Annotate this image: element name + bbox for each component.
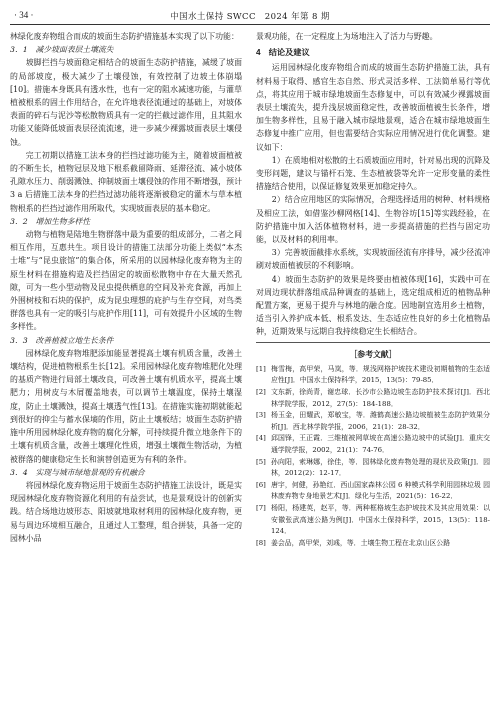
paragraph: 2）结合应用地区的实际情况，合理选择适用的树种、材料规格及相应工法，如借鉴沙柳网格[14]、生物谷坊[15]等实践经验，在防护措施中加入活体植物材料，进一步提高措施的拦挡与固定功能，以及材料的利用率。: [256, 195, 490, 245]
reference-list: [256, 364, 490, 550]
reference-number: [1]: [256, 364, 266, 373]
reference-text: 梅雪梅，高甲荣，马岚，等．规浅网格护坡技术建设初期植物的生态适应性[J]．中国水土保持科学，2015，13(5)：79-85．: [271, 364, 490, 385]
references-title: ［参考文献］: [349, 349, 397, 359]
reference-item: [256, 457, 490, 480]
reference-item: [256, 538, 490, 550]
right-column: [256, 30, 490, 549]
left-column: [10, 30, 242, 545]
paragraph: 将园林绿化废弃物运用于坡面生态防护措施工法设计，既是实现园林绿化废弃物资源化利用的有益尝试，也是景观设计的创新实践。结合场地边坡形态、阳坡就地取材利用的园林绿化废弃物，更易与周边环境相互融合，且通过人工整理，组合拼装，具备一定的园林小品: [10, 480, 242, 543]
reference-number: [4]: [256, 434, 266, 443]
reference-text: 姜会品，高甲荣，刘彧，等．土壤生物工程在北京山区公路: [271, 538, 451, 547]
section-heading-3-3: 3．3 改善植被立地生长条件: [10, 335, 114, 345]
paragraph: 4）坡面生态防护的效果是终要由植被体现[16]，实践中可在对周边现状群落组成品种调查的基础上，选定组成相近的植物品种配置方案，更易于提升与林地的融合度。因地制宜选用乡土植物，适当引入养护成本低、根系发达、生态适应性良好的乡土化植物品种，近期效果与远期自我持续稳定生长相结合。: [256, 274, 490, 337]
reference-text: 文东新，徐尚青，谢忠球．长沙市公路边坡生态防护技术探讨[J]．西北林学院学报，2012，27(5)：184-188．: [271, 388, 490, 408]
paragraph: 园林绿化废弃物堆肥添加能显著提高土壤有机质含量，改善土壤结构，促进植物根系生长[12]。采用园林绿化废弃物堆肥化处理的基质产物进行局部土壤改良，可改善土壤有机质水平，提高土壤肥力；用树皮与木屑覆盖地表，可以调节土壤温度，保持土壤湿度，防止土壤溅蚀，提高土壤透气性[13]。在措施实施初期就能起到很好的抑尘与蓄水保墒的作用，防止土壤板结；坡面生态防护措施中所用园林绿化废弃物的腐化分解，可持续提升微立地条件下的土壤有机质含量，改善土壤理化性质，增强土壤微生物活动，为植被群落的健康稳定生长和演替创造更为有利的条件。: [10, 348, 242, 464]
section-heading-4: 4 结论及建议: [256, 48, 310, 58]
section-heading-3-1: 3．1 减少坡面表层土壤流失: [10, 45, 114, 55]
header-rule: [10, 24, 490, 25]
paragraph: 3）完善坡面截排水系统，实现坡面径流有序排导，减少径流冲刷对坡面植被层的不利影响。: [256, 248, 490, 271]
reference-item: [256, 480, 490, 503]
section-heading-3-4: 3．4 实现与城市绿地景观的有机融合: [10, 467, 145, 477]
page-number: · 34 ·: [14, 10, 34, 20]
page-header: [0, 0, 500, 28]
reference-number: [7]: [256, 504, 266, 512]
reference-text: 邱国锋，王正霞．三维植被网草坡在高速公路边坡中的试验[J]．重庆交通学院学报，2002，21(1)：74-76．: [271, 434, 490, 455]
reference-number: [6]: [256, 480, 266, 489]
paragraph: 林绿化废弃物组合而成的坡面生态防护措施基本实现了以下功能：: [10, 32, 239, 41]
paragraph: 1）在质地相对松散的土石质坡面应用时，针对易出现的沉降及变形问题，建议与锚杆石笼、生态植被袋等允许一定形变量的柔性措施结合使用，以保证修复效果更加稳定持久。: [256, 155, 490, 192]
references-divider: [256, 342, 490, 343]
journal-title: 中国水土保持 SWCC 2024 年第 8 期: [170, 12, 330, 22]
reference-number: [2]: [256, 388, 266, 397]
reference-number: [3]: [256, 411, 266, 420]
reference-number: [8]: [256, 538, 266, 547]
reference-item: [256, 387, 490, 410]
reference-number: [5]: [256, 457, 266, 466]
paragraph: 完工初期以措施工法本身的拦挡过滤功能为主，随着坡面植被的不断生长，植物冠层及地下根系截留降雨、延滞径流、减小坡体孔隙水压力、削弱溅蚀、抑制坡面土壤侵蚀的作用不断增强，预计 3 a 后措施工法本身的拦挡过滤功能将逐渐被稳定的灌木与草本植物根系的拦挡过滤作用所取代，实现坡面表层的基本稳定。: [10, 150, 242, 213]
paragraph: 运用园林绿化废弃物组合而成的坡面生态防护措施工法，具有材料易于取得、感官生态自然、形式灵活多样、工法简单易行等优点，将其应用于城市绿地坡面生态修复中，可以有效减少裸露坡面表层土壤流失，提升浅层坡面稳定性，改善坡面植被生长条件，增加生物多样性，且易于融入城市绿地景观，适合在城市绿地坡面生态修复中推广应用，但也需要结合实际应用情况进行优化调整。建议如下：: [256, 63, 490, 152]
paragraph: 动物与植物是陆地生物群落中最为重要的组成部分，二者之间相互作用，互惠共生。项目设计的措施工法部分功能上类似“本杰士堆”与“昆虫旅馆”的集合体，所采用的以园林绿化废弃物为主的原生材料在措施构造及拦挡固定的坡面松散物中存在大量天然孔隙，可为一些小型动物及昆虫提供栖息的空间及补充食源，再加上外围树枝和石块的保护，成为昆虫理想的庇护与生存空间，对鸟类群落也具有一定的吸引与庇护作用[11]，可有效提升小区域的生物多样性。: [10, 230, 242, 332]
reference-item: [256, 503, 490, 538]
reference-text: 杨阳，杨建英，赵平，等．两种框格坡生态护坡技术及其应用效果：以安徽张武高速公路为例[J]．中国水土保持科学，2015，13(5)：118-124．: [271, 504, 490, 536]
reference-text: 孙向阳，索琳娜，徐佳，等．园林绿化废弃物处理的现状及政策[J]．园林，2012(2)：12-17．: [271, 457, 490, 478]
reference-item: [256, 410, 490, 433]
paragraph: 景观功能，在一定程度上为场地注入了活力与野趣。: [256, 32, 438, 41]
reference-item: [256, 364, 490, 387]
reference-item: [256, 433, 490, 456]
reference-text: 唐宇，何健，孙艳红．西山国家森林公园 6 种模式科学利用园林垃圾 园林废弃物专身地景艺术[J]．绿化与生活，2021(5)：16-22．: [271, 480, 490, 501]
reference-text: 杨玉金，田耀武，郑敏宝，等．潍鹤高速公路边坡植被生态防护效果分析[J]．西北林学院学报，2006，21(1)：28-32．: [271, 411, 490, 431]
paragraph: 坡脚拦挡与坡面稳定相结合的坡面生态防护措施，减缓了坡面的局部坡度，极大减少了土壤侵蚀，有效控制了边坡土体崩塌[10]。措施本身既具有透水性，也有一定的阻水减速功能，与灌草植被根系的固土作用结合，在允许地表径流通过的基础上，对坡体表面的碎石与泥沙等松散物质具有一定的拦截过滤作用，且其阻水功能又能降低坡面表层径流流速，进一步减少裸露坡面表层土壤侵蚀。: [10, 58, 242, 147]
section-heading-3-2: 3．2 增加生物多样性: [10, 216, 91, 226]
